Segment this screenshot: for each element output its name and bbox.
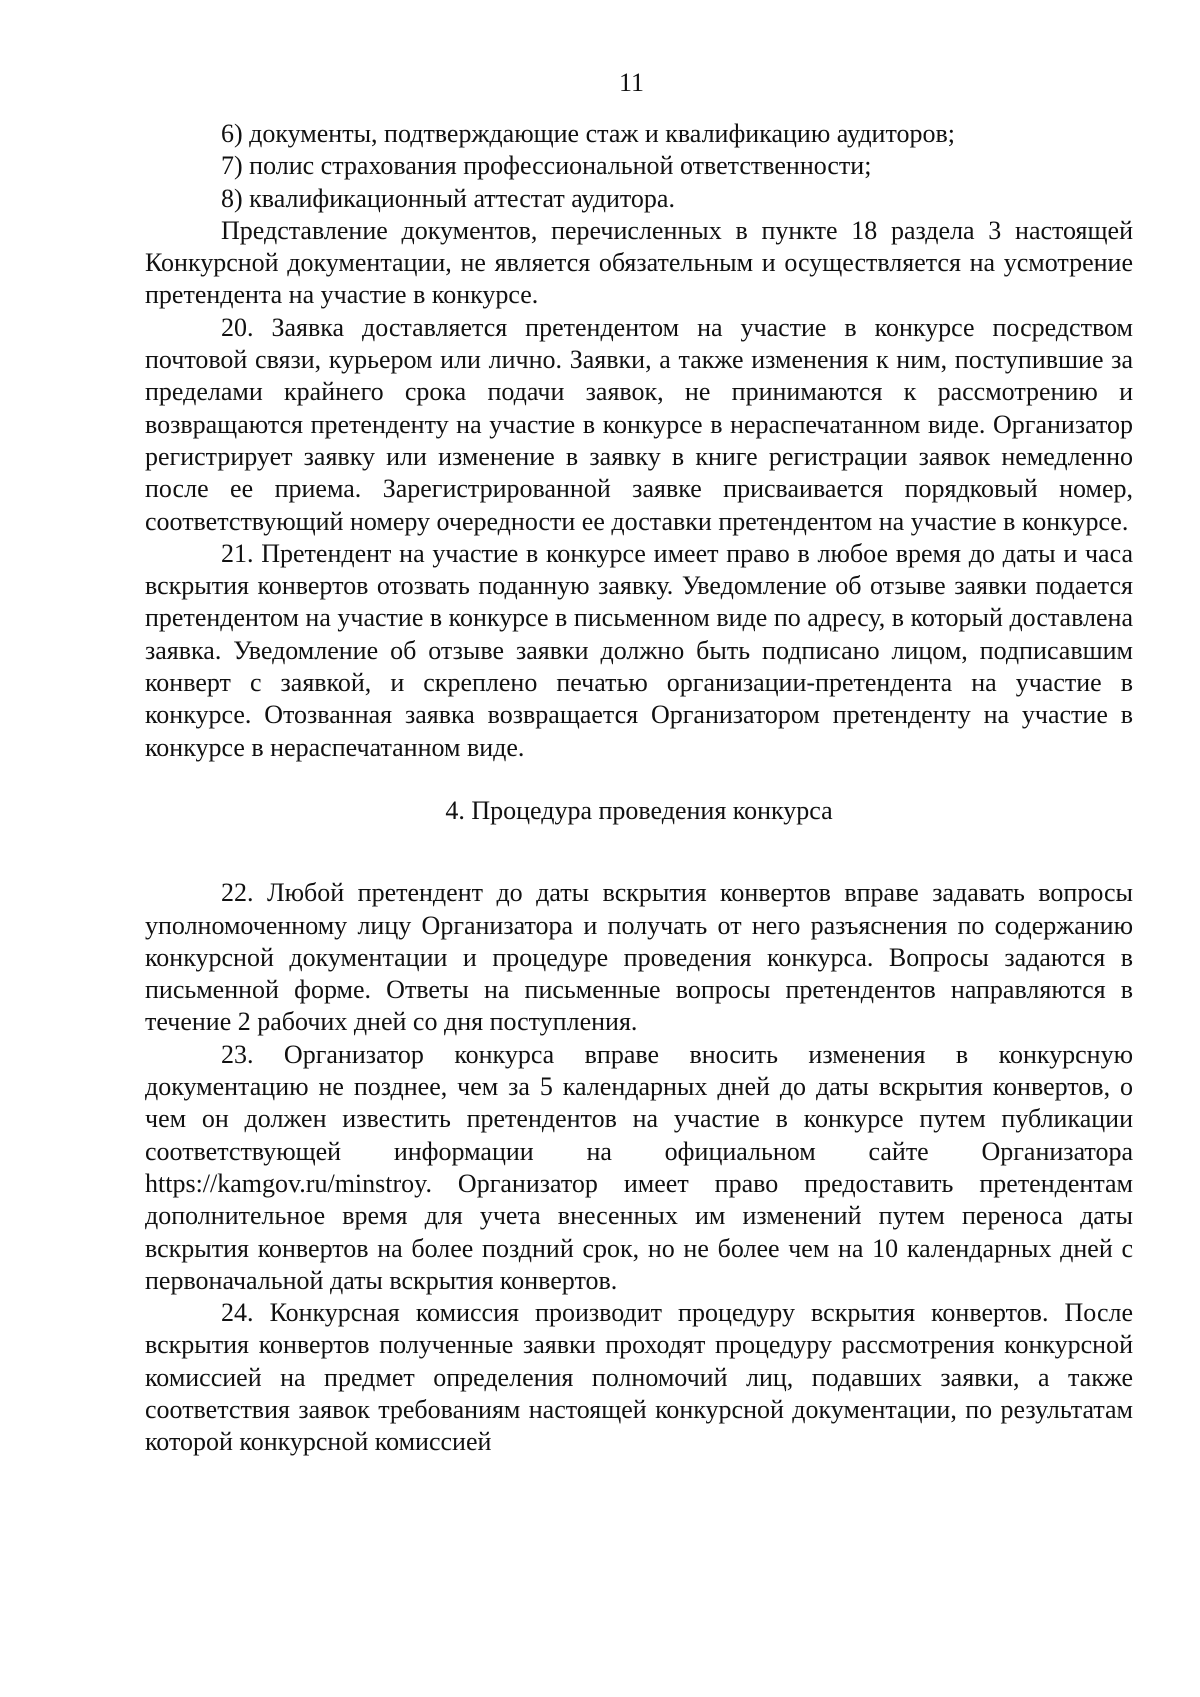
paragraph: Представление документов, перечисленных в пункте 18 раздела 3 настоящей Конкурсной документации, не является обязательным и осуществляется на усмотрение претендента на участие в конкурсе.	[145, 215, 1133, 310]
list-item: 6) документы, подтверждающие стаж и квалификацию аудиторов;	[221, 119, 955, 148]
list-item: 8) квалификационный аттестат аудитора.	[221, 183, 675, 213]
document-body	[145, 118, 1133, 1459]
paragraph-20: 20. Заявка доставляется претендентом на участие в конкурсе посредством почтовой связи, курьером или лично. Заявки, а также изменения к ним, поступившие за пределами крайнего срока подачи заявок, не принимаются к рассмотрению и возвращаются претенденту на участие в конкурсе в нераспечатанном виде. Организатор регистрирует заявку или изменение в заявку в книге регистрации заявок немедленно после ее приема. Зарегистрированной заявке присваивается порядковый номер, соответствующий номеру очередности ее доставки претендентом на участие в конкурсе.	[145, 312, 1133, 536]
paragraph-21: 21. Претендент на участие в конкурсе имеет право в любое время до даты и часа вскрытия конвертов отозвать поданную заявку. Уведомление об отзыве заявки подается претендентом на участие в конкурсе в письменном виде по адресу, в который доставлена заявка. Уведомление об отзыве заявки должно быть подписано лицом, подписавшим конверт с заявкой, и скреплено печатью организации-претендента на участие в конкурсе. Отозванная заявка возвращается Организатором претенденту на участие в конкурсе в нераспечатанном виде.	[145, 538, 1133, 762]
paragraph-22: 22. Любой претендент до даты вскрытия конвертов вправе задавать вопросы уполномоченному лицу Организатора и получать от него разъяснения по содержанию конкурсной документации и процедуре проведения конкурса. Вопросы задаются в письменной форме. Ответы на письменные вопросы претендентов направляются в течение 2 рабочих дней со дня поступления.	[145, 878, 1133, 1037]
paragraph-23: 23. Организатор конкурса вправе вносить изменения в конкурсную документацию не позднее, чем за 5 календарных дней до даты вскрытия конвертов, о чем он должен известить претендентов на участие в конкурсе путем публикации соответствующей информации на официальном сайте Организатора https://kamgov.ru/minstroy. Организатор имеет право предоставить претендентам дополнительное время для учета внесенных им изменений путем переноса даты вскрытия конвертов на более поздний срок, но не более чем на 10 календарных дней с первоначальной даты вскрытия конвертов.	[145, 1039, 1133, 1295]
paragraph-24: 24. Конкурсная комиссия производит процедуру вскрытия конвертов. После вскрытия конвертов полученные заявки проходят процедуру рассмотрения конкурсной комиссией на предмет определения полномочий лиц, подавших заявки, а также соответствия заявок требованиям настоящей конкурсной документации, по результатам которой конкурсной комиссией	[145, 1298, 1133, 1457]
page-number: 11	[618, 68, 645, 97]
list-item: 7) полис страхования профессиональной ответственности;	[221, 151, 872, 181]
section-heading: 4. Процедура проведения конкурса	[445, 795, 833, 825]
